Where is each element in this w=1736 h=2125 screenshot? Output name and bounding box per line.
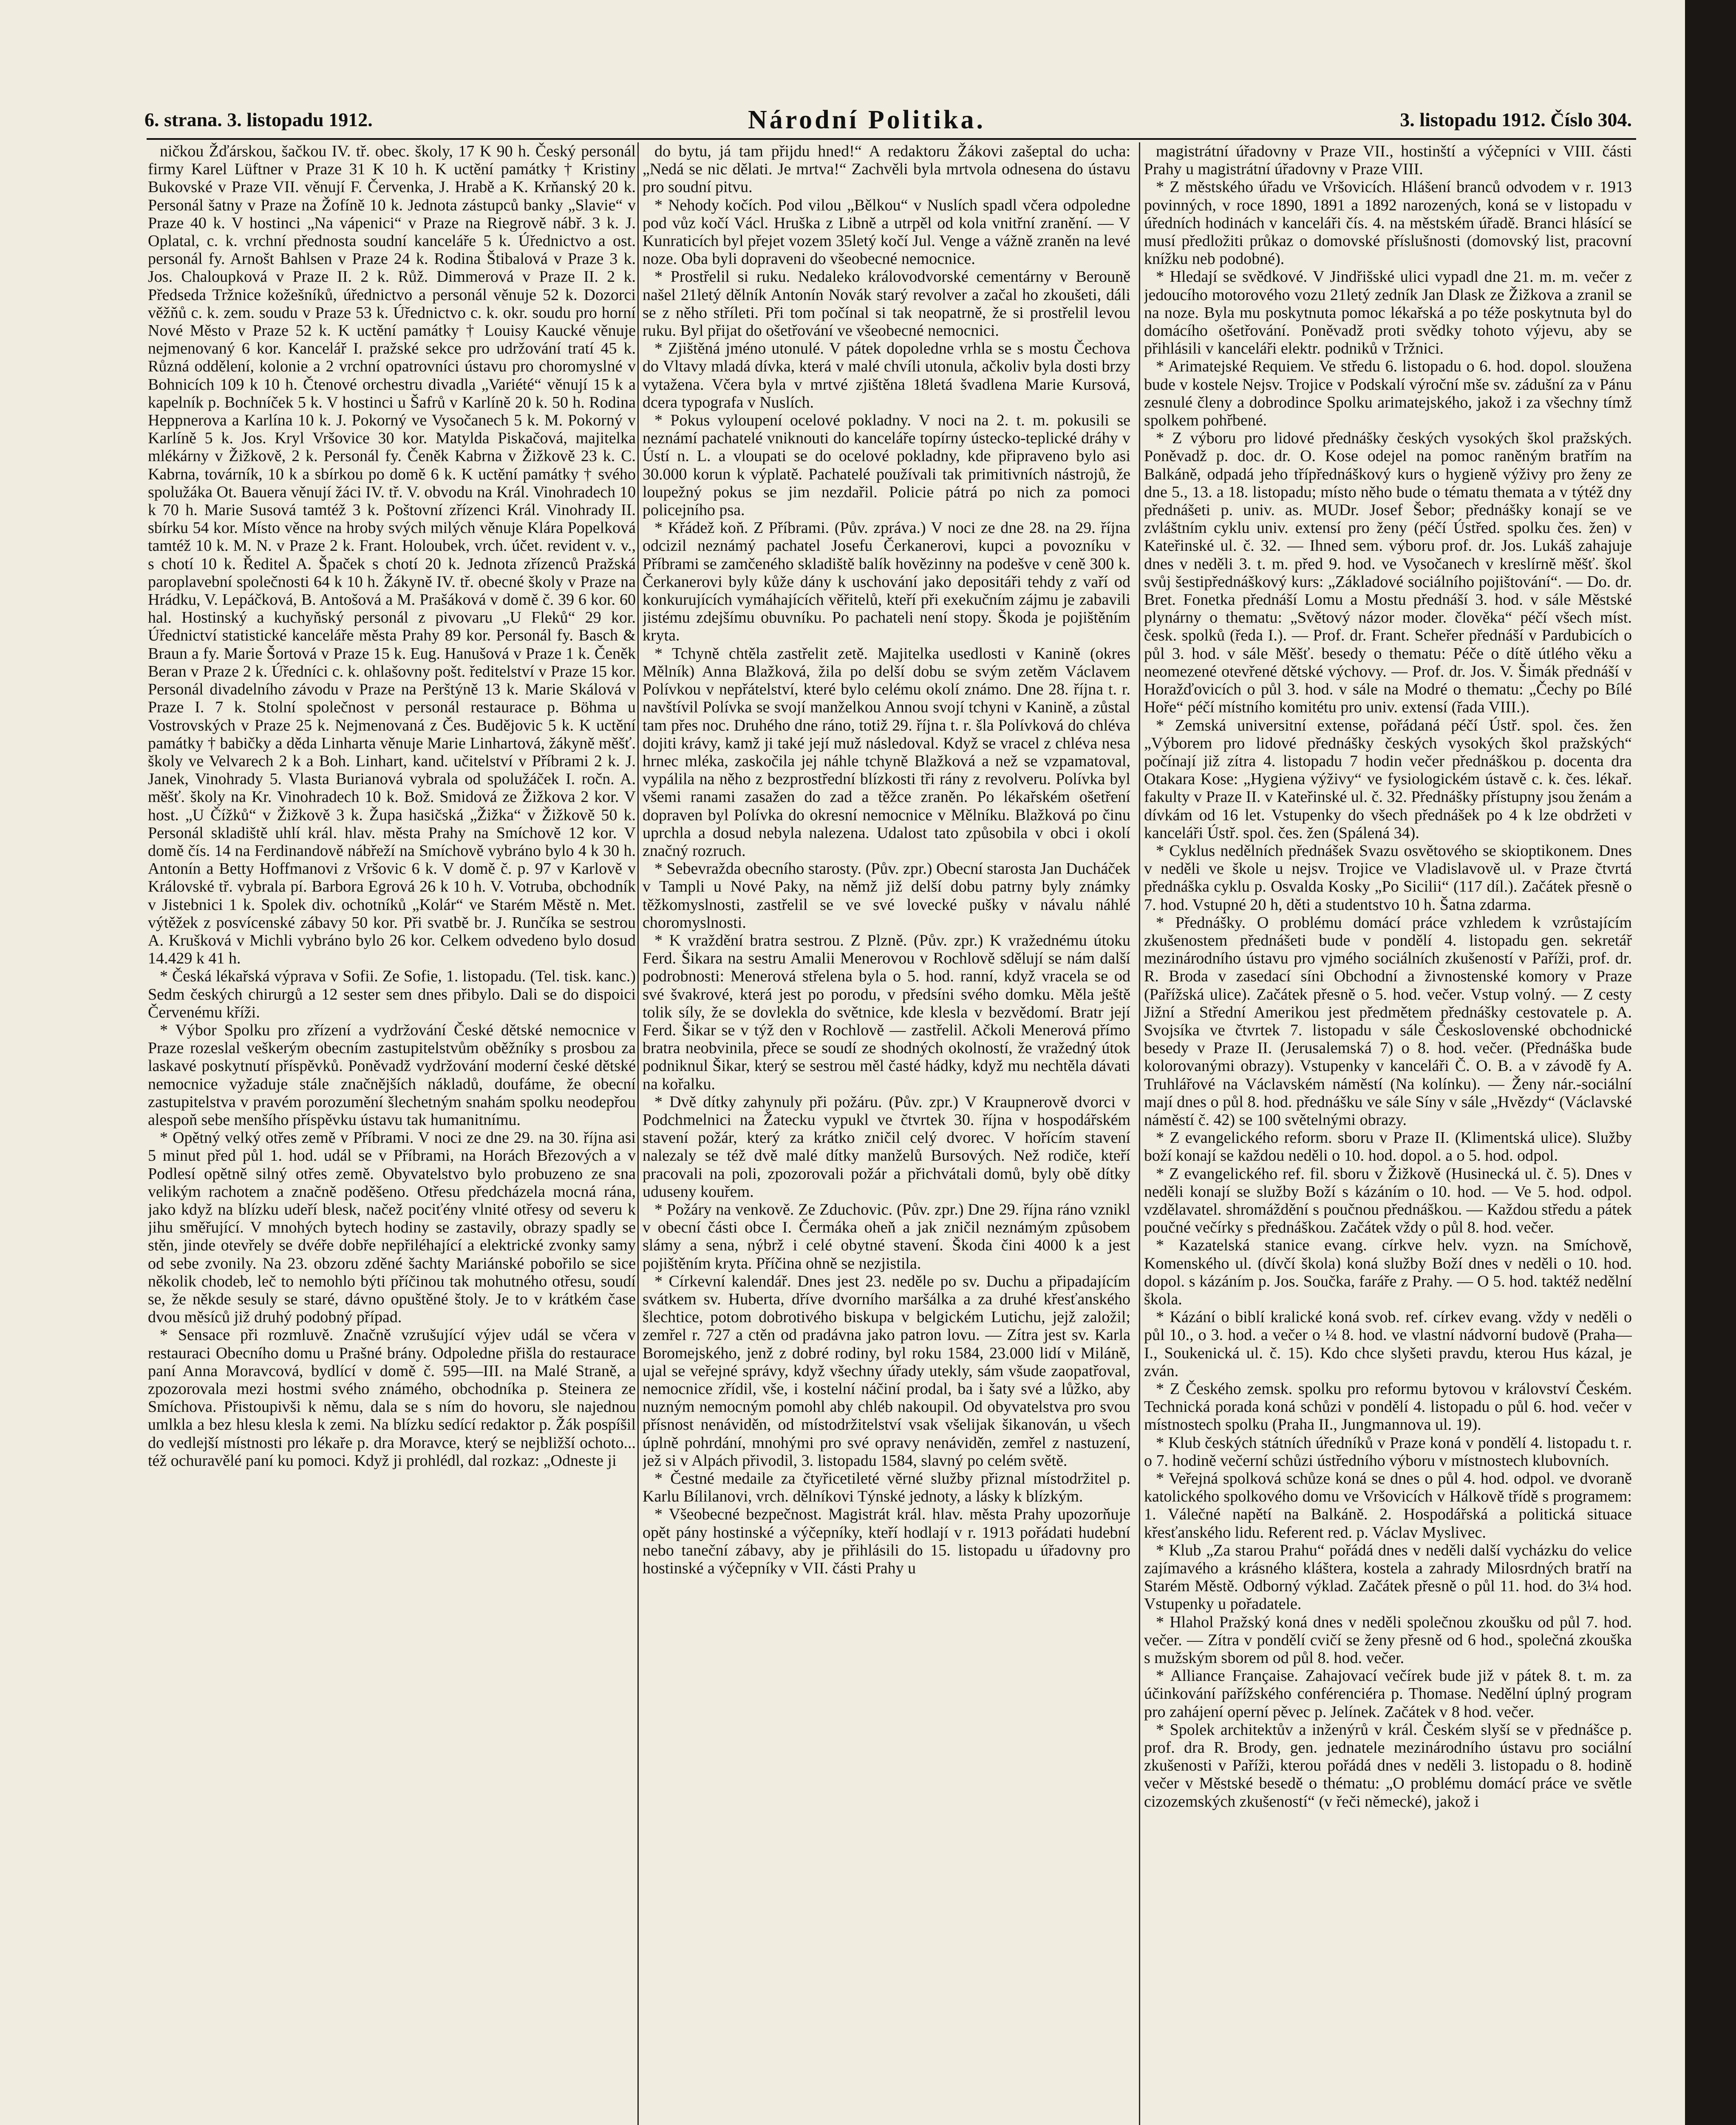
column-3-paragraph: * Hlahol Pražský koná dnes v neděli společnou zkoušku od půl 7. hod. večer. — Zítra v pondělí cvičí se ženy přesně od 6 hod., společná zkouška s mužským sborem od půl 8. hod. večer. <box>1144 1613 1632 1667</box>
column-3-paragraph: * Z výboru pro lidové přednášky českých vysokých škol pražských. Poněvadž p. doc. dr. O. Kose odejel na pomoc raněným bratřím na Balkáně, odpadá jeho třípřednáškový kurs o hygieně výživy pro ženy ze dne 5., 13. a 18. listopadu; místo něho bude o tématu themata a v týtéž dny přednášeti p. univ. as. MUDr. Josef Šebor; přednášky konají se ve zvláštním cyklu univ. extensí pro ženy (péčí Ústřed. spolku čes. žen) v Kateřinské ul. č. 32. — Ihned sem. výboru prof. dr. Jos. Lukáš zahajuje dnes v neděli 3. t. m. před 9. hod. ve Vysočanech v kreslírně měšť. škol svůj šestipřednáškový kurs: „Základové sociálního pojištování“. — Do. dr. Bret. Fonetka přednáší Lomu a Mostu přednáší 3. hod. v sále Městské plynárny o thematu: „Světový názor moder. člověka“ péčí všech míst. česk. spolků (ředa I.). — Prof. dr. Frant. Scheřer přednáší v Pardubicích o půl 3. hod. v sále Měšť. besedy o thematu: Péče o dítě útlého věku a neomezené otevřené dětské výchovy. — Prof. dr. Jos. V. Šimák přednáší v Horažďovicích o půl 3. hod. v sále na Modré o thematu: „Čechy po Bílé Hoře“ péčí místního komitétu pro univ. extensí (řada VIII.). <box>1144 429 1632 717</box>
column-1-paragraph: * Opětný velký otřes země v Příbrami. V noci ze dne 29. na 30. října asi 5 minut před půl 1. hod. udál se v Příbrami, na Horách Březových a v Podlesí opětně silný otřes země. Obyvatelstvo bylo probuzeno ze sna velikým rachotem a značně poděšeno. Otřesu předcházela mocná rána, jako když na blízku udeří blesk, načež pociťény vlnité otřesy od severu k jihu směřující. V mnohých bytech hodiny se zastavily, obrazy spadly se stěn, jinde otevřely se dvéře dobře nepřiléhající a elektrické zvonky samy od sebe zvonily. Na 23. obzoru zděné šachty Mariánské pobořilo se sice několik chodeb, leč to nemohlo býti příčinou tak mohutného otřesu, soudí se, že někde sesuly se staré, dávno opuštěné štoly. Je to v krátkém čase dvou měsíců již druhý podobný případ. <box>148 1129 636 1326</box>
column-1-paragraph: * Česká lékařská výprava v Sofii. Ze Sofie, 1. listopadu. (Tel. tisk. kanc.) Sedm českých chirurgů a 12 sester sem dnes přibylo. Dali se do dispoici Červenému kříži. <box>148 967 636 1021</box>
column-3-paragraph: * Klub „Za starou Prahu“ pořádá dnes v neděli další vycházku do velice zajímavého a krásného kláštera, kostela a zahrady Milosrdných bratří na Starém Městě. Odborný výklad. Začátek přesně o půl 11. hod. do 3¼ hod. Vstupenky u pořadatele. <box>1144 1541 1632 1613</box>
column-2-paragraph: * K vraždění bratra sestrou. Z Plzně. (Pův. zpr.) K vražednému útoku Ferd. Šikara na sestru Amalii Menerovou v Rochlově sdělují se nám další podrobnosti: Menerová střelena byla o 5. hod. ranní, když vracela se od své švakrové, která jest po porodu, v předsíni svého domku. Měla ještě tolik síly, že se dovlekla do světnice, kde klesla v bezvědomí. Bratr její Ferd. Šikar se v týž den v Rochlově — zastřelil. Ačkoli Menerová přímo bratra neobvinila, přece se soudí ze shodných okolností, že vražedný útok podniknul Šikar, který se sestrou měl časté hádky, když mu nechtěla dávati na kořalku. <box>643 931 1130 1093</box>
column-3-paragraph: * Z Českého zemsk. spolku pro reformu bytovou v království Českém. Technická porada koná schůzi v pondělí 4. listopadu o půl 6. hod. večer v místnostech spolku (Praha II., Jungmannova ul. 19). <box>1144 1380 1632 1434</box>
page-header <box>144 105 1632 142</box>
column-3-paragraph: * Kázání o biblí kralické koná svob. ref. církev evang. vždy v neděli o půl 10., o 3. hod. a večer o ¼ 8. hod. ve vlastní nádvorní budově (Praha—I., Soukenická ul. č. 15). Kdo chce slyšeti pravdu, kterou Hus kázal, je zván. <box>1144 1308 1632 1380</box>
column-3-paragraph: * Cyklus nedělních přednášek Svazu osvětového se skioptikonem. Dnes v neděli ve škole u nejsv. Trojice ve Vladislavově ul. v Praze čtvrtá přednáška cyklu p. Osvalda Kosky „Po Sicilii“ (117 díl.). Začátek přesně o 7. hod. Vstupné 20 h, děti a studentstvo 10 h. Šatna zdarma. <box>1144 842 1632 914</box>
column-3-paragraph: * Z evangelického reform. sboru v Praze II. (Klimentská ulice). Služby boží konají se každou neděli o 10. hod. dopol. a o 5. hod. odpol. <box>1144 1129 1632 1165</box>
column-2-paragraph: * Církevní kalendář. Dnes jest 23. neděle po sv. Duchu a připadajícím svátkem sv. Huberta, dříve dvorního maršálka a za druhé křesťanského šlechtice, potom dobrotivého biskupa v belgickém Lutichu, jejž založil; zemřel r. 727 a ctěn od pradávna jako patron lovu. — Zítra jest sv. Karla Boromejského, jenž z dobré rodiny, byl roku 1584, 23.000 lidí v Miláně, ujal se veřejné správy, když všechny úřady utekly, sám všude zaopatřoval, nemocnice zřídil, vše, i kostelní náčiní prodal, ba i šaty své a lůžko, aby nuzným nemocným pomohl aby chléb nakoupil. Od obyvatelstva pro svou přísnost nenáviděn, od místodržitelství vsak všelijak šikanován, u všech úplně pohrdání, mnohými pro své opravy nenáviděn, zemřel z nastuzení, jež si v Alpách přivodil, 3. listopadu 1584, slavný po celém světě. <box>643 1272 1130 1470</box>
column-2-paragraph: * Křádež koň. Z Příbrami. (Pův. zpráva.) V noci ze dne 28. na 29. října odcizil neznámý pachatel Josefu Čerkanerovi, kupci a povozníku v Příbrami se zamčeného skladiště balík hovězinny na podešve v ceně 300 k. Čerkanerovi byly kůže dány k uschování jako depositáři tehdy z vaří od konkurujících vymáhajících věřitelů, kteří při exekučním zájmu je zabavili jistému zdejšímu obuvníku. Po pachateli není stopy. Škoda je pojištěním kryta. <box>643 519 1130 645</box>
column-2-paragraph: * Čestné medaile za čtyřicetileté věrné služby přiznal místodržitel p. Karlu Bílilanovi, vrch. dělníkovi Týnské jednoty, a lásky k blízkým. <box>643 1470 1130 1506</box>
column-divider <box>637 142 639 2125</box>
column-2 <box>643 142 1130 2125</box>
column-3-paragraph: * Hledají se svědkové. V Jindřišské ulici vypadl dne 21. m. m. večer z jedoucího motorového vozu 21letý zedník Jan Dlask ze Žižkova a zranil se na noze. Byla mu poskytnuta pomoc lékařská a po téže poskytnuta byl do domácího ošetřování. Poněvadž proti svědky tohoto výjevu, aby se přihlásili v kanceláři elektr. podniků v Tržnici. <box>1144 268 1632 358</box>
scan-dark-margin <box>1685 0 1736 2125</box>
column-2-paragraph: * Zjištěná jméno utonulé. V pátek dopoledne vrhla se s mostu Čechova do Vltavy mladá dívka, která v malé chvíli utonula, ačkoliv byla dosti brzy vytažena. Včera byla v mrtvé zjištěna 18letá švadlena Marie Kursová, dcera typografa v Nuslích. <box>643 340 1130 411</box>
column-2-paragraph: * Pokus vyloupení ocelové pokladny. V noci na 2. t. m. pokusili se neznámí pachatelé vniknouti do kanceláře topírny ústecko-teplické dráhy v Ústí n. L. a vloupati se do ocelové pokladny, kde připraveno bylo asi 30.000 korun k výplatě. Pachatelé používali tak primitivních nástrojů, že loupežný pokus se jim nezdařil. Policie pátrá po nich za pomoci policejního psa. <box>643 411 1130 519</box>
header-page-date: 6. strana. 3. listopadu 1912. <box>144 109 373 130</box>
header-rule <box>147 138 1636 140</box>
column-1-paragraph: ničkou Žďárskou, šačkou IV. tř. obec. školy, 17 K 90 h. Český personál firmy Karel Lüftner v Praze 31 K 10 h. K uctění památky † Kristiny Bukovské v Praze VII. věnují F. Červenka, J. Hrabě a K. Krňanský 20 k. Personál šatny v Praze na Žofíně 10 k. Jednota zástupců banky „Slavie“ v Praze 40 k. V hostinci „Na vápenici“ v Praze na Riegrově nábř. 3 k. J. Oplatal, c. k. vrchní přednosta soudní kanceláře 5 k. Úřednictvo a ost. personál fy. Arnošt Bahlsen v Praze 24 k. Rodina Štibalová v Praze 3 k. Jos. Chaloupková v Praze II. 2 k. Růž. Dimmerová v Praze II. 2 k. Předseda Tržnice kožešníků, úřednictvo a personál věnuje 52 k. Dozorci věžňů c. k. zem. soudu v Praze 53 k. Úřednictvo c. k. okr. soudu pro horní Nové Město v Praze 52 k. K uctění památky † Louisy Kaucké věnuje nejmenovaný 6 kor. Kancelář I. pražské sekce pro udržování tratí 45 k. Různá oddělení, kolonie a 2 vrchní opatrovníci ústavu pro choromyslné v Bohnicích 109 k 10 h. Čtenové orchestru divadla „Variété“ věnují 15 k a kapelník p. Bochníček 5 k. V hostinci u Šafrů v Karlíně 20 k. 50 h. Rodina Heppnerova a Karlína 10 k. J. Pokorný ve Vysočanech 5 k. M. Pokorný v Karlíně 5 k. Jos. Kryl Vršovice 30 kor. Matylda Piskačová, majitelka mlékárny v Žižkově, 2 k. Personál fy. Čeněk Kabrna v Žižkově 23 k. C. Kabrna, továrník, 10 k a sbírkou po domě 6 k. K uctění památky † svého spolužáka Ot. Bauera věnují žáci IV. tř. V. obvodu na Král. Vinohradech 10 k 70 h. Marie Susová tamtéž 3 k. Poštovní zřízenci Král. Vinohrady II. sbírku 54 kor. Místo věnce na hroby svých milých věnuje Klára Popelková tamtéž 10 k. M. N. v Praze 2 k. Frant. Holoubek, vrch. účet. revident v. v., s chotí 10 k. Ředitel A. Špaček s chotí 20 k. Jednota zřízenců Pražská paroplavební společnosti 64 k 10 h. Žákyně IV. tř. obecné školy v Praze na Hrádku, V. Lepáčková, B. Antošová a M. Prašáková v domě č. 39 6 kor. 60 hal. Hostinský a kuchyňský personál z pivovaru „U Fleků“ 29 kor. Úřednictví statistické kanceláře města Prahy 89 kor. Personál fy. Basch & Braun a fy. Marie Šortová v Praze 15 k. Eug. Hanušová v Praze 1 k. Čeněk Beran v Praze 2 k. Úředníci c. k. ohlašovny pošt. ředitelství v Praze 15 kor. Personál divadelního závodu v Praze na Perštýně 13 k. Marie Skálová v Praze I. 7 k. Stolní společnost v personál restaurace p. Böhma u Vostrovských v Praze 25 k. Nejmenovaná z Čes. Budějovic 5 k. K uctění památky † babičky a děda Linharta věnuje Marie Linhartová, žákyně měšť. školy ve Velvarech 2 k a Boh. Linhart, kand. učitelství v Příbrami 2 k. J. Janek, Vinohrady 5. Vlasta Burianová vybrala od spolužáček I. ročn. A. měšť. školy na Kr. Vinohradech 10 k. Bož. Smidová ze Žižkova 2 kor. V host. „U Čížků“ v Žižkově 3 k. Župa hasičská „Žižka“ v Žižkově 50 k. Personál skladiště uhlí král. hlav. města Prahy na Smíchově 12 kor. V domě čís. 14 na Ferdinandově nábřeží na Smíchově vybráno bylo 4 k 30 h. Antonín a Betty Hoffmanovi z Vršovic 6 k. V domě č. p. 97 v Karlově v Královské tř. vybrala pí. Barbora Egrová 26 k 10 h. V. Votruba, obchodník v Jistebnici 1 k. Spolek div. ochotníků „Kolár“ ve Starém Městě n. Met. výtěžek z posvícenské zábavy 50 kor. Při svatbě br. J. Runčíka se sestrou A. Krušková v Michli vybráno bylo 26 kor. Celkem odvedeno bylo dosud 14.429 k 41 h. <box>148 142 636 968</box>
column-divider <box>1139 142 1140 2125</box>
column-2-paragraph: * Dvě dítky zahynuly při požáru. (Pův. zpr.) V Kraupnerově dvorci v Podchmelnici na Žatecku vypukl ve čtvrtek 30. října v hospodářském stavení požár, který za krátko zničil celý dvorec. V hořícím stavení nalezaly se též dvě malé dítky manželů Bursových. Než rodiče, kteří pracovali na poli, zpozorovali požár a přichvátali domů, byly obě dítky uduseny kouřem. <box>643 1093 1130 1201</box>
column-2-paragraph: * Tchyně chtěla zastřelit zetě. Majitelka usedlosti v Kanině (okres Mělník) Anna Blažková, žila po delší dobu se svým zetěm Václavem Polívkou v nepřátelství, které bylo celému okolí známo. Dne 28. října t. r. navštívil Polívka se svojí manželkou Annou svojí tchyni v Kanině, a zůstal tam přes noc. Druhého dne ráno, totiž 29. října t. r. šla Polívková do chléva dojiti krávy, kamž ji také její muž následoval. Když se vracel z chléva nesa hrnec mléka, zaskočila jej náhle tchyně Blažková a než se vzpamatoval, vypálila na něho z bezprostřední blízkosti tři rány z revolveru. Polívka byl všemi ranami zasažen do zad a těžce zraněn. Po lékařském ošetření dopraven byl Polívka do okresní nemocnice v Mělníku. Blažková po činu uprchla a dosud nebyla nalezena. Udalost tato způsobila v obci i okolí značný rozruch. <box>643 644 1130 860</box>
column-3-paragraph: magistrátní úřadovny v Praze VII., hostinští a výčepníci v VIII. části Prahy u magistrátní úřadovny v Praze VIII. <box>1144 142 1632 178</box>
column-3-paragraph: * Veřejná spolková schůze koná se dnes o půl 4. hod. odpol. ve dvoraně katolického spolkového domu ve Vršovicích v Hálkově třídě s programem: 1. Válečné napětí na Balkáně. 2. Hospodářská a politická situace křesťanského lidu. Referent red. p. Václav Myslivec. <box>1144 1470 1632 1541</box>
column-1-paragraph: * Sensace při rozmluvě. Značně vzrušující výjev udál se včera v restauraci Obecního domu u Prašné brány. Odpoledne přišla do restaurace paní Anna Moravcová, bydlící v domě č. 595—III. na Malé Straně, a zpozorovala mezi hostmi svého známého, obchodníka p. Steinera ze Smíchova. Přistoupivši k němu, dala se s ním do hovoru, sle najednou umlkla a bez hlesu klesla k zemi. Na blízku sedící redaktor p. Žák pospíšil do vedlejší místnosti pro lékaře p. dra Moravce, který se nejbližší ochoto... též ochuravělé paní ku pomoci. Když ji prohlédl, dal rozkaz: „Odneste ji <box>148 1326 636 1470</box>
newspaper-masthead: Národní Politika. <box>748 105 986 134</box>
column-3-paragraph: * Přednášky. O problému domácí práce vzhledem k vzrůstajícím zkušenostem přednášeti bude v pondělí 4. listopadu gen. sekretář mezinárodního ústavu pro vjmého sociálních zkušeností v Paříži, prof. dr. R. Broda v zasedací síni Obchodní a živnostenské komory v Praze (Pařížská ulice). Začátek přesně o 5. hod. večer. Vstup volný. — Z cesty Jižní a Střední Amerikou jest předmětem přednášky cestovatele p. A. Svojsíka ve čtvrtek 7. listopadu v sále Československé obchodnické besedy v Praze II. (Jerusalemská 7) o 8. hod. večer. (Přednáška bude kolorovanými obrazy). Vstupenky v kanceláři Č. O. B. a v závodě fy A. Truhlářové na Václavském náměstí (Na kolínku). — Ženy nár.-sociální mají dnes o půl 8. hod. přednášku ve sále Síny v sále „Hvězdy“ (Václavské náměstí č. 42) se 100 světelnými obrazy. <box>1144 913 1632 1129</box>
header-issue-number: 3. listopadu 1912. Číslo 304. <box>1400 109 1632 130</box>
column-2-paragraph: * Prostřelil si ruku. Nedaleko královodvorské cementárny v Berouně našel 21letý dělník Antonín Novák starý revolver a začal ho zkoušeti, dáli se z něho stříleti. Při tom počínal si tak neopatrně, že si prostřelil levou ruku. Byl přijat do ošetřování ve všeobecné nemocnici. <box>643 268 1130 340</box>
column-2-paragraph: * Nehody kočích. Pod vilou „Bělkou“ v Nuslích spadl včera odpoledne pod vůz kočí Václ. Hruška z Libně a utrpěl od kola vnitřní zranění. — V Kunraticích byl přejet vozem 35letý kočí Jul. Venge a vážně zraněn na levé noze. Oba byli dopraveni do všeobecné nemocnice. <box>643 196 1130 268</box>
column-1-paragraph: * Výbor Spolku pro zřízení a vydržování České dětské nemocnice v Praze rozeslal veškerým obecním zastupitelstvům oběžníky s prosbou za laskavé poskytnutí příspěvků. Poněvadž vydržování moderní české dětské nemocnice vyžaduje stále značnějších nákladů, doufáme, že obecní zastupitelstva v pravém porozumění šlechetným snahám spolku neodepřou alespoň sebe menšího příspěvku ústavu tak humanitnímu. <box>148 1021 636 1129</box>
column-3-paragraph: * Zemská universitní extense, pořádaná péčí Ústř. spol. čes. žen „Výborem pro lidové přednášky českých vysokých škol pražských“ počínají již zítra 4. listopadu 7 hodin večer přednáškou p. docenta dra Otakara Kose: „Hygiena výživy“ ve fysiologickém ústavě c. k. čes. lékař. fakulty v Praze II. v Kateřinské ul. č. 32. Přednášky přístupny jsou ženám a dívkám od 16 let. Vstupenky do všech přednášek po 4 k lze obdržeti v kanceláři Ústř. spol. čes. žen (Spálená 34). <box>1144 716 1632 842</box>
column-2-paragraph: do bytu, já tam přijdu hned!“ A redaktoru Žákovi zašeptal do ucha: „Nedá se nic dělati. Je mrtva!“ Zachvěli byla mrtvola odnesena do ústavu pro soudní pitvu. <box>643 142 1130 196</box>
column-2-paragraph: * Požáry na venkově. Ze Zduchovic. (Pův. zpr.) Dne 29. října ráno vznikl v obecní části obce I. Čermáka oheň a jak zničil neznámým způsobem slámy a sena, nýbrž i celé obytné stavení. Škoda čini 4000 k a jest pojištěním kryta. Příčina ohně se nezjistila. <box>643 1200 1130 1272</box>
column-2-paragraph: * Všeobecné bezpečnost. Magistrát král. hlav. města Prahy upozorňuje opět pány hostinské a výčepníky, kteří hodlají v r. 1913 pořádati hudební nebo taneční zábavy, aby je přihlásili do 15. listopadu u úřadovny pro hostinské a výčepníky v VII. části Prahy u <box>643 1505 1130 1578</box>
column-3-paragraph: * Klub českých státních úředníků v Praze koná v pondělí 4. listopadu t. r. o 7. hodině večerní schůzi ústředního výboru v místnostech klubovních. <box>1144 1434 1632 1470</box>
column-1 <box>148 142 636 2125</box>
column-3-paragraph: * Spolek architektův a inženýrů v král. Českém slyší se v přednášce p. prof. dra R. Brody, gen. jednatele mezinárodního ústavu pro sociální zkušenosti v Paříži, kterou pořádá dnes v neděli 3. listopadu o 8. hodině večer v Městské besedě o thématu: „O problému domácí práce ve světle cizozemských zkušeností“ (v řeči německé), jakož i <box>1144 1720 1632 1810</box>
column-3 <box>1144 142 1632 2125</box>
column-3-paragraph: * Alliance Française. Zahajovací večírek bude již v pátek 8. t. m. za účinkování pařížského conférenciéra p. Thomase. Nedělní úplný program pro zahájení operní pěvec p. Jelínek. Začátek v 8 hod. večer. <box>1144 1667 1632 1721</box>
column-3-paragraph: * Kazatelská stanice evang. církve helv. vyzn. na Smíchově, Komenského ul. (dívčí škola) koná služby Boží dnes v neděli o 10. hod. dopol. s kázáním p. Jos. Součka, faráře z Prahy. — O 5. hod. taktéž nedělní škola. <box>1144 1236 1632 1308</box>
column-3-paragraph: * Z evangelického ref. fil. sboru v Žižkově (Husinecká ul. č. 5). Dnes v neděli konají se služby Boží s kázáním o 10. hod. — Ve 5. hod. odpol. vzdělavatel. shromáždění s poučnou přednáškou. — Každou středu a pátek poučné večírky s přednáškou. Začátek vždy o půl 8. hod. večer. <box>1144 1164 1632 1237</box>
column-2-paragraph: * Sebevražda obecního starosty. (Pův. zpr.) Obecní starosta Jan Ducháček v Tampli u Nové Paky, na němž již delší dobu patrny byly známky těžkomyslnosti, zastřelil se ve své lovecké pušky v návalu náhlé choromyslnosti. <box>643 860 1130 932</box>
column-3-paragraph: * Arimatejské Requiem. Ve středu 6. listopadu o 6. hod. dopol. sloužena bude v kostele Nejsv. Trojice v Podskalí výroční mše sv. zádušní za v Pánu zesnulé členy a dobrodince Spolku arimatejského, jakož i za všechny tímž spolkem pohřbené. <box>1144 357 1632 430</box>
column-3-paragraph: * Z městského úřadu ve Vršovicích. Hlášení branců odvodem v r. 1913 povinných, v roce 1890, 1891 a 1892 narozených, koná se v listopadu v úředních hodinách v kanceláři čís. 4. na městském úřadě. Branci hlásící se musí předložiti průkaz o domovské příslušnosti (domovský list, pracovní knížku neb podobné). <box>1144 178 1632 268</box>
